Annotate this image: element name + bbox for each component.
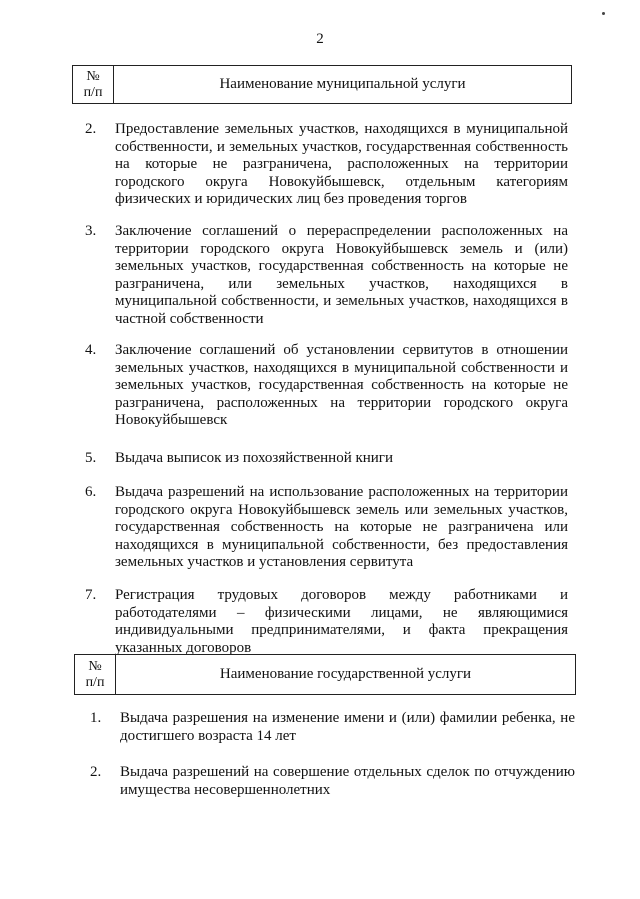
number-abbrev: п/п bbox=[85, 674, 105, 690]
service-name-column-header: Наименование муниципальной услуги bbox=[219, 76, 466, 92]
item-text: Заключение соглашений о перераспределении расположенных на территории городского округа Новокуйбышевск земель и (или) земельных участков, государственная собственность на которые не разграничена, или земельных участков, находящихся в муниципальной собственности, и земельных участков, находящихся в частной собственности bbox=[115, 223, 568, 327]
item-number: 4. bbox=[85, 342, 97, 358]
list-item bbox=[85, 450, 568, 468]
page-number: 2 bbox=[316, 31, 324, 47]
list-item bbox=[85, 342, 568, 430]
item-number: 5. bbox=[85, 450, 97, 466]
item-text: Выдача разрешений на использование расположенных на территории городского округа Новокуйбышевск земель или земельных участков, государственная собственность на которые не разграничена или находящихся в муниципальной собственности, без предоставления земельных участков и установления сервитута bbox=[115, 484, 568, 570]
item-number: 2. bbox=[90, 764, 102, 780]
item-text: Выдача выписок из похозяйственной книги bbox=[115, 450, 393, 466]
municipal-services-header bbox=[72, 65, 572, 104]
scan-mark bbox=[602, 12, 605, 15]
number-column-header bbox=[75, 655, 116, 694]
number-abbrev: п/п bbox=[83, 84, 103, 100]
item-number: 1. bbox=[90, 710, 102, 726]
item-text: Выдача разрешений на совершение отдельных сделок по отчуждению имущества несовершеннолетних bbox=[120, 764, 575, 798]
service-name-column-header: Наименование государственной услуги bbox=[219, 666, 472, 682]
item-text: Регистрация трудовых договоров между работниками и работодателями – физическими лицами, не являющимися индивидуальными предпринимателями, и факта прекращения указанных договоров bbox=[115, 587, 568, 656]
item-number: 6. bbox=[85, 484, 97, 500]
list-item bbox=[85, 223, 568, 328]
number-sign: № bbox=[86, 68, 100, 84]
item-text: Заключение соглашений об установлении сервитутов в отношении земельных участков, находящихся в муниципальной собственности и земельных участков, государственная собственность на которые не разграничена, расположенных на территории городского округа Новокуйбышевск bbox=[115, 342, 568, 428]
item-text: Выдача разрешения на изменение имени и (или) фамилии ребенка, не достигшего возраста 14 лет bbox=[120, 710, 575, 744]
list-item bbox=[85, 587, 568, 657]
item-text: Предоставление земельных участков, находящихся в муниципальной собственности, и земельных участков, государственная собственность на которые не разграничена, расположенных на территории городского округа Новокуйбышевск, отдельным категориям физических и юридических лиц без проведения торгов bbox=[115, 121, 568, 207]
item-number: 3. bbox=[85, 223, 97, 239]
number-column-header bbox=[73, 66, 114, 103]
state-services-header bbox=[74, 654, 576, 695]
item-number: 7. bbox=[85, 587, 97, 603]
list-item bbox=[85, 484, 568, 572]
list-item bbox=[90, 710, 575, 745]
item-number: 2. bbox=[85, 121, 97, 137]
number-sign: № bbox=[88, 658, 102, 674]
list-item bbox=[85, 121, 568, 209]
list-item bbox=[90, 764, 575, 799]
